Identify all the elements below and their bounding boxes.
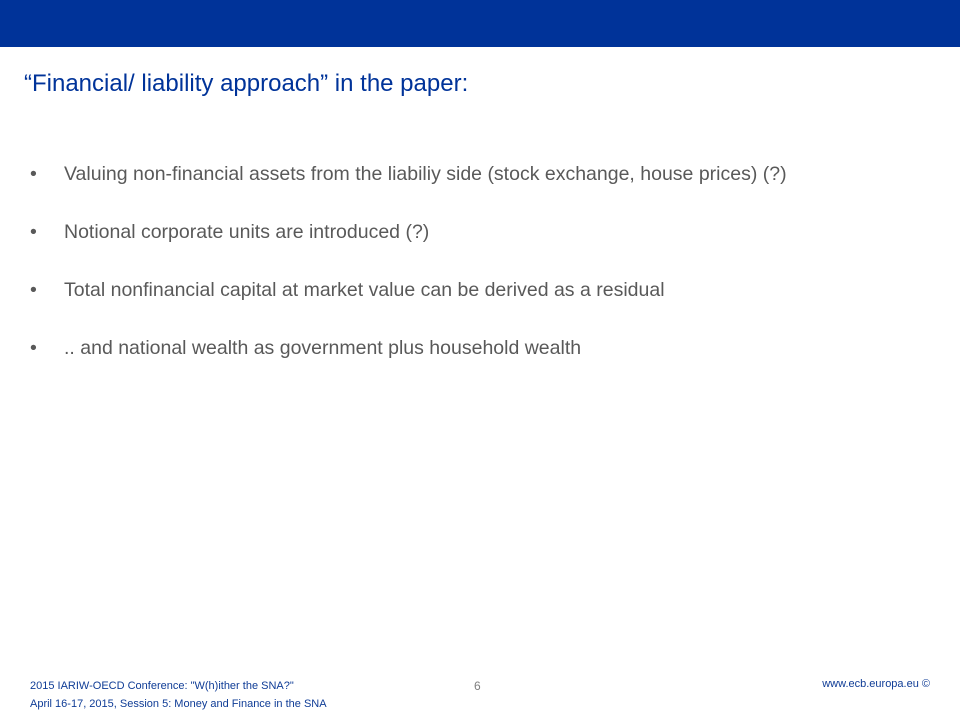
header-band [0,0,960,47]
bullet-text: Total nonfinancial capital at market value can be derived as a residual [64,279,665,301]
bullet-item [30,218,790,246]
footer-conference: 2015 IARIW-OECD Conference: "W(h)ither the SNA?" [30,680,294,692]
footer-website: www.ecb.europa.eu © [822,678,930,690]
bullet-item [30,276,790,304]
bullet-text: Valuing non-financial assets from the liabiliy side (stock exchange, house prices) (?) [64,163,787,185]
bullet-marker: • [30,163,37,185]
page-number: 6 [474,679,481,693]
bullet-marker: • [30,279,37,301]
bullet-item [30,334,790,362]
bullet-item [30,160,790,188]
footer-session: April 16-17, 2015, Session 5: Money and Finance in the SNA [30,698,327,710]
bullet-list [30,160,790,392]
bullet-marker: • [30,221,37,243]
bullet-marker: • [30,337,37,359]
bullet-text: Notional corporate units are introduced (?) [64,221,430,243]
footer-conference-info [30,677,327,713]
bullet-text: .. and national wealth as government plus household wealth [64,337,582,359]
slide-title: “Financial/ liability approach” in the paper: [24,70,469,97]
